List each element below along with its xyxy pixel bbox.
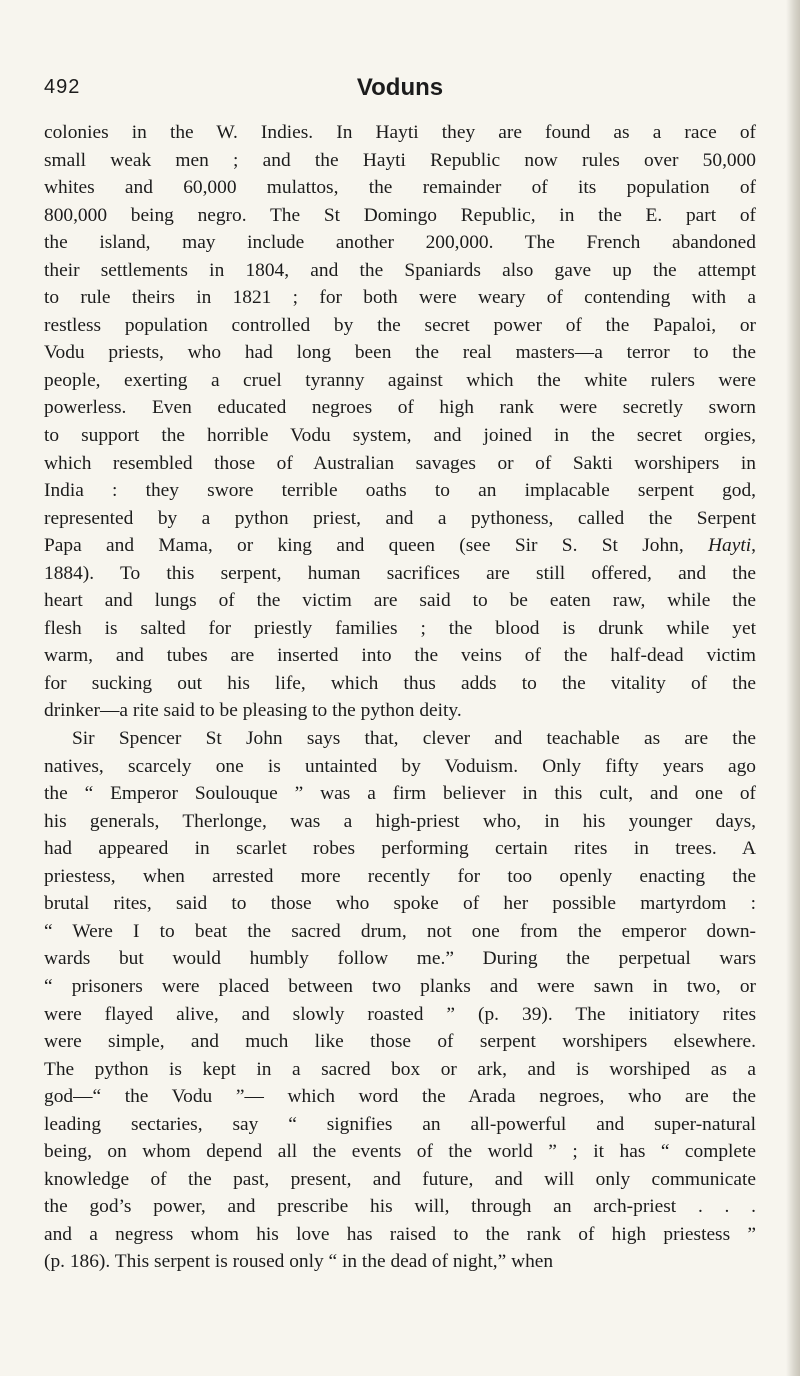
text-line: knowledge of the past, present, and future, and will only communicate [44,1168,756,1190]
text-line: their settlements in 1804, and the Spaniards also gave up the attempt [44,259,756,281]
text-line: were simple, and much like those of serpent worshipers elsewhere. [44,1031,756,1053]
text-line: wards but would humbly follow me.” During the perpetual wars [44,948,756,970]
text-line: colonies in the W. Indies. In Hayti they are found as a race of [44,122,756,143]
page-header [0,74,800,108]
text-line: restless population controlled by the secret power of the Papaloi, or [44,314,756,336]
text-line: had appeared in scarlet robes performing certain rites in trees. A [44,838,756,860]
text-line: “ prisoners were placed between two planks and were sawn in two, or [44,975,756,997]
text-line: flesh is salted for priestly families ; the blood is drunk while yet [44,617,756,639]
text-line: and a negress whom his love has raised to the rank of high priestess ” [44,1223,756,1245]
book-title-citation: Hayti [708,535,752,557]
text-line: 1884). To this serpent, human sacrifices are still offered, and the [44,562,756,584]
text-line: India : they swore terrible oaths to an implacable serpent god, [44,480,756,502]
text-line: leading sectaries, say “ signifies an all-powerful and super-natural [44,1113,756,1135]
text-line: the “ Emperor Soulouque ” was a firm believer in this cult, and one of [44,783,756,805]
text-line: represented by a python priest, and a pythoness, called the Serpent [44,507,756,529]
text-line: small weak men ; and the Hayti Republic now rules over 50,000 [44,149,756,171]
text-line: Papa and Mama, or king and queen (see Sir S. St John, Hayti, [44,535,756,557]
text-line: (p. 186). This serpent is roused only “ in the dead of night,” when [44,1251,554,1273]
text-line: the island, may include another 200,000. The French abandoned [44,232,756,254]
body-text [44,119,756,1276]
text-line: priestess, when arrested more recently for too openly enacting the [44,865,756,887]
text-line: were flayed alive, and slowly roasted ” (p. 39). The initiatory rites [44,1003,756,1025]
text-line: 800,000 being negro. The St Domingo Republic, in the E. part of [44,204,756,226]
text-line: The python is kept in a sacred box or ark, and is worshiped as a [44,1058,756,1080]
text-line: warm, and tubes are inserted into the veins of the half-dead victim [44,645,756,667]
text-line: to support the horrible Vodu system, and joined in the secret orgies, [44,425,756,447]
text-line: Vodu priests, who had long been the real masters—a terror to the [44,342,756,364]
text-line: for sucking out his life, which thus adds to the vitality of the [44,672,756,694]
text-line: powerless. Even educated negroes of high rank were secretly sworn [44,397,756,419]
text-line: being, on whom depend all the events of the world ” ; it has “ complete [44,1141,756,1163]
text-line: his generals, Therlonge, was a high-priest who, in his younger days, [44,810,756,832]
text-line: which resembled those of Australian savages or of Sakti worshipers in [44,452,756,474]
text-line: whites and 60,000 mulattos, the remainder of its population of [44,177,756,199]
text-line: heart and lungs of the victim are said to be eaten raw, while the [44,590,756,612]
paragraph-start-line: Sir Spencer St John says that, clever and teachable as are the [72,728,756,750]
text-line: natives, scarcely one is untainted by Voduism. Only fifty years ago [44,755,756,777]
text-line: “ Were I to beat the sacred drum, not one from the emperor down- [44,920,756,942]
text-line: god—“ the Vodu ”— which word the Arada negroes, who are the [44,1086,756,1108]
text-line: the god’s power, and prescribe his will, through an arch-priest . . . [44,1196,756,1218]
text-line: to rule theirs in 1821 ; for both were weary of contending with a [44,287,756,309]
text-line: people, exerting a cruel tyranny against which the white rulers were [44,369,756,391]
page-edge-shadow [786,0,800,1376]
page-number: 492 [44,76,81,98]
text-line: brutal rites, said to those who spoke of her possible martyrdom : [44,893,756,915]
running-title: Voduns [356,74,444,101]
paragraph-end-line: drinker—a rite said to be pleasing to the python deity. [44,700,462,722]
